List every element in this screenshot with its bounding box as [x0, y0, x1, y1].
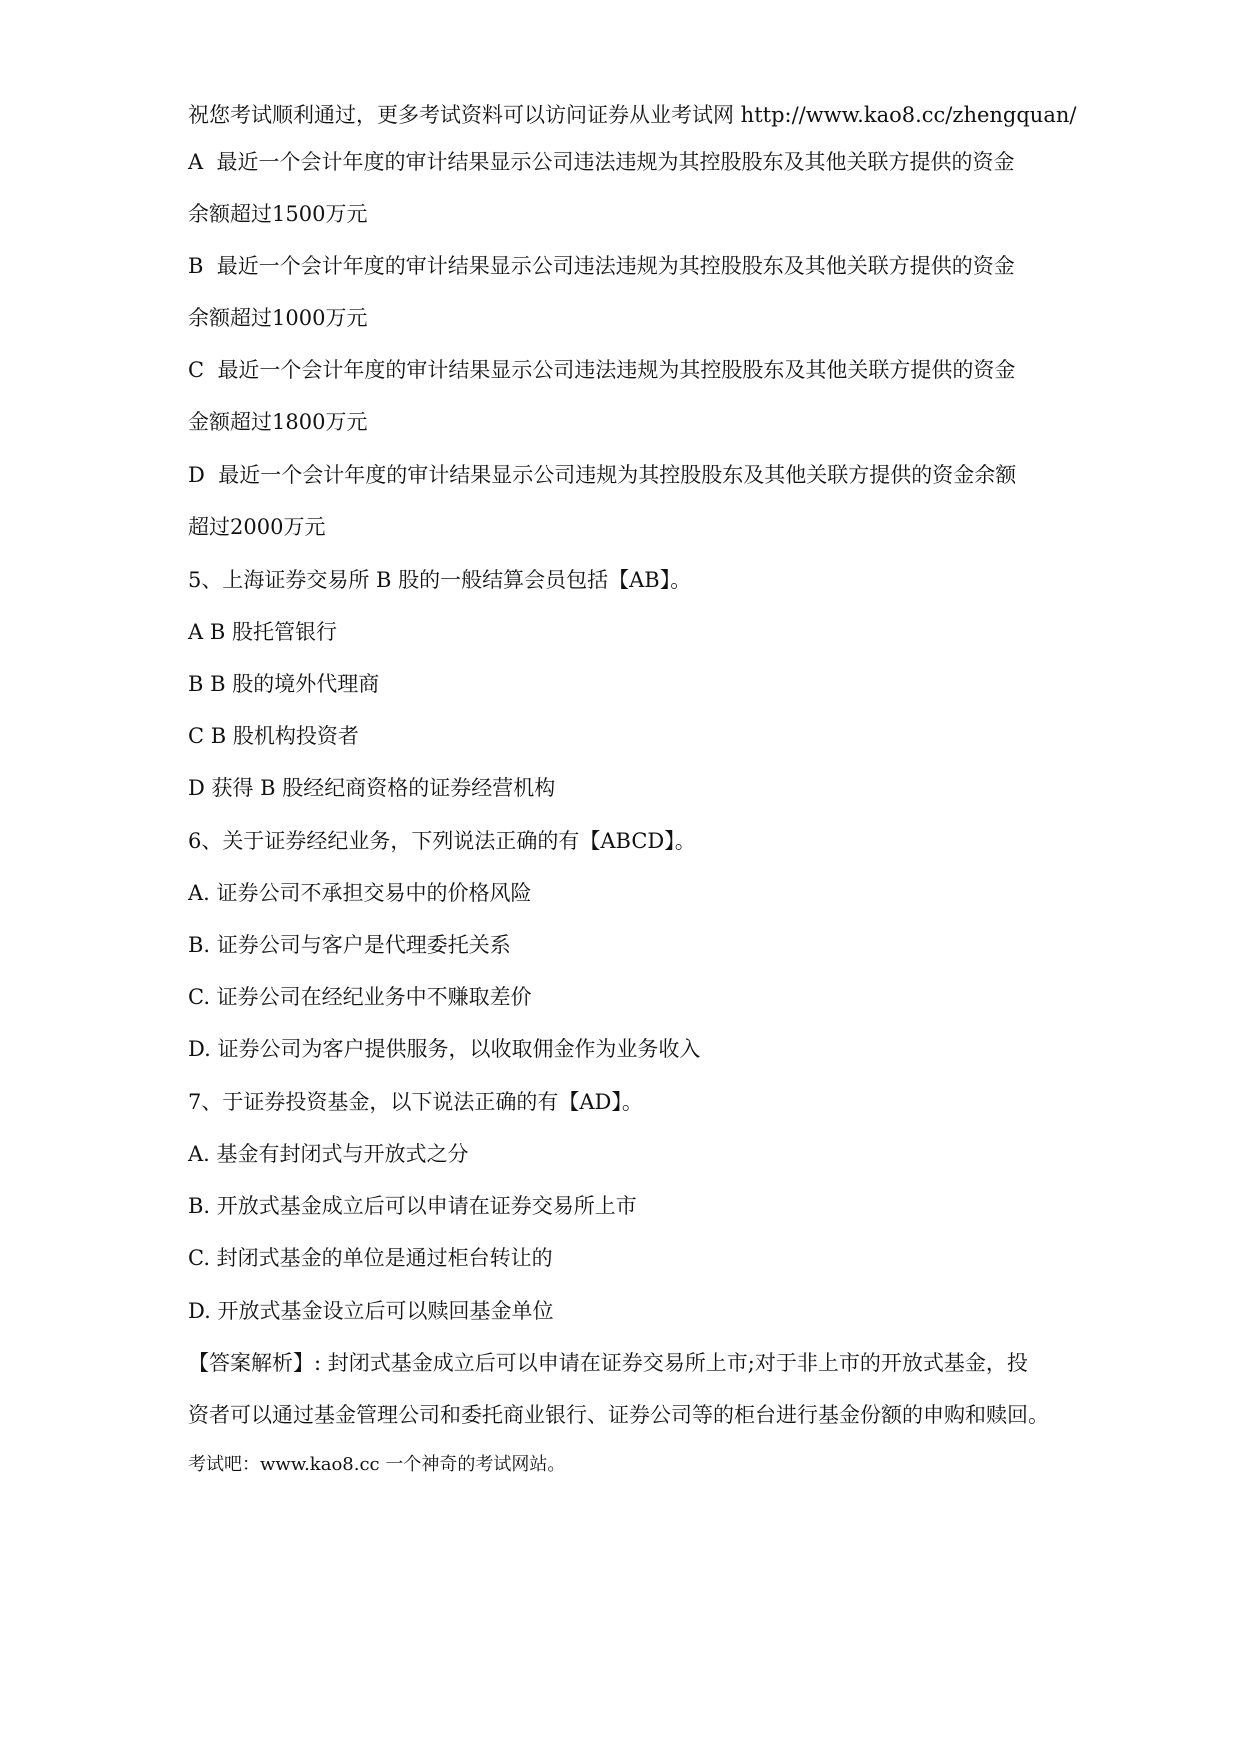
q5-option-b: B B 股的境外代理商	[188, 672, 380, 696]
q6-question: 6、关于证券经纪业务，下列说法正确的有【ABCD】。	[188, 829, 696, 853]
q4-option-c-cont: 金额超过1800万元	[188, 410, 368, 434]
q6-option-a: A. 证券公司不承担交易中的价格风险	[188, 881, 532, 905]
q4-option-a	[188, 148, 1015, 176]
option-text: 最近一个会计年度的审计结果显示公司违法违规为其控股股东及其他关联方提供的资金	[216, 150, 1015, 174]
q4-option-b	[188, 252, 1015, 280]
q4-option-d-cont: 超过2000万元	[188, 515, 326, 539]
q7-question: 7、于证券投资基金，以下说法正确的有【AD】。	[188, 1090, 643, 1114]
q5-question: 5、上海证券交易所 B 股的一般结算会员包括【AB】。	[188, 568, 692, 592]
option-text: 最近一个会计年度的审计结果显示公司违法违规为其控股股东及其他关联方提供的资金	[216, 254, 1015, 278]
q4-option-c	[188, 356, 1015, 384]
q7-option-b: B. 开放式基金成立后可以申请在证券交易所上市	[188, 1194, 637, 1218]
option-label: C	[188, 358, 205, 382]
q6-option-d: D. 证券公司为客户提供服务，以收取佣金作为业务收入	[188, 1037, 701, 1061]
header-text: 祝您考试顺利通过，更多考试资料可以访问证券从业考试网 http://www.kao8.cc/zhengquan/	[188, 103, 1077, 127]
option-label: A	[188, 150, 204, 174]
answer-analysis-line-1: 【答案解析】: 封闭式基金成立后可以申请在证券交易所上市;对于非上市的开放式基金，投	[188, 1351, 1028, 1375]
q7-option-a: A. 基金有封闭式与开放式之分	[188, 1142, 469, 1166]
q4-option-b-cont: 余额超过1000万元	[188, 306, 368, 330]
q5-option-d: D 获得 B 股经纪商资格的证券经营机构	[188, 776, 556, 800]
q4-option-a-cont: 余额超过1500万元	[188, 202, 368, 226]
q7-option-d: D. 开放式基金设立后可以赎回基金单位	[188, 1299, 554, 1323]
option-text: 最近一个会计年度的审计结果显示公司违规为其控股股东及其他关联方提供的资金余额	[218, 463, 1017, 487]
q6-option-b: B. 证券公司与客户是代理委托关系	[188, 933, 511, 957]
q6-option-c: C. 证券公司在经纪业务中不赚取差价	[188, 985, 532, 1009]
q5-option-a: A B 股托管银行	[188, 620, 337, 644]
q5-option-c: C B 股机构投资者	[188, 724, 359, 748]
footer-text: 考试吧：www.kao8.cc 一个神奇的考试网站。	[188, 1454, 566, 1475]
option-label: D	[188, 463, 205, 487]
option-text: 最近一个会计年度的审计结果显示公司违法违规为其控股股东及其他关联方提供的资金	[217, 358, 1016, 382]
option-label: B	[188, 254, 204, 278]
answer-analysis-line-2: 资者可以通过基金管理公司和委托商业银行、证券公司等的柜台进行基金份额的申购和赎回。	[188, 1403, 1049, 1427]
q4-option-d	[188, 461, 1016, 489]
q7-option-c: C. 封闭式基金的单位是通过柜台转让的	[188, 1246, 553, 1270]
